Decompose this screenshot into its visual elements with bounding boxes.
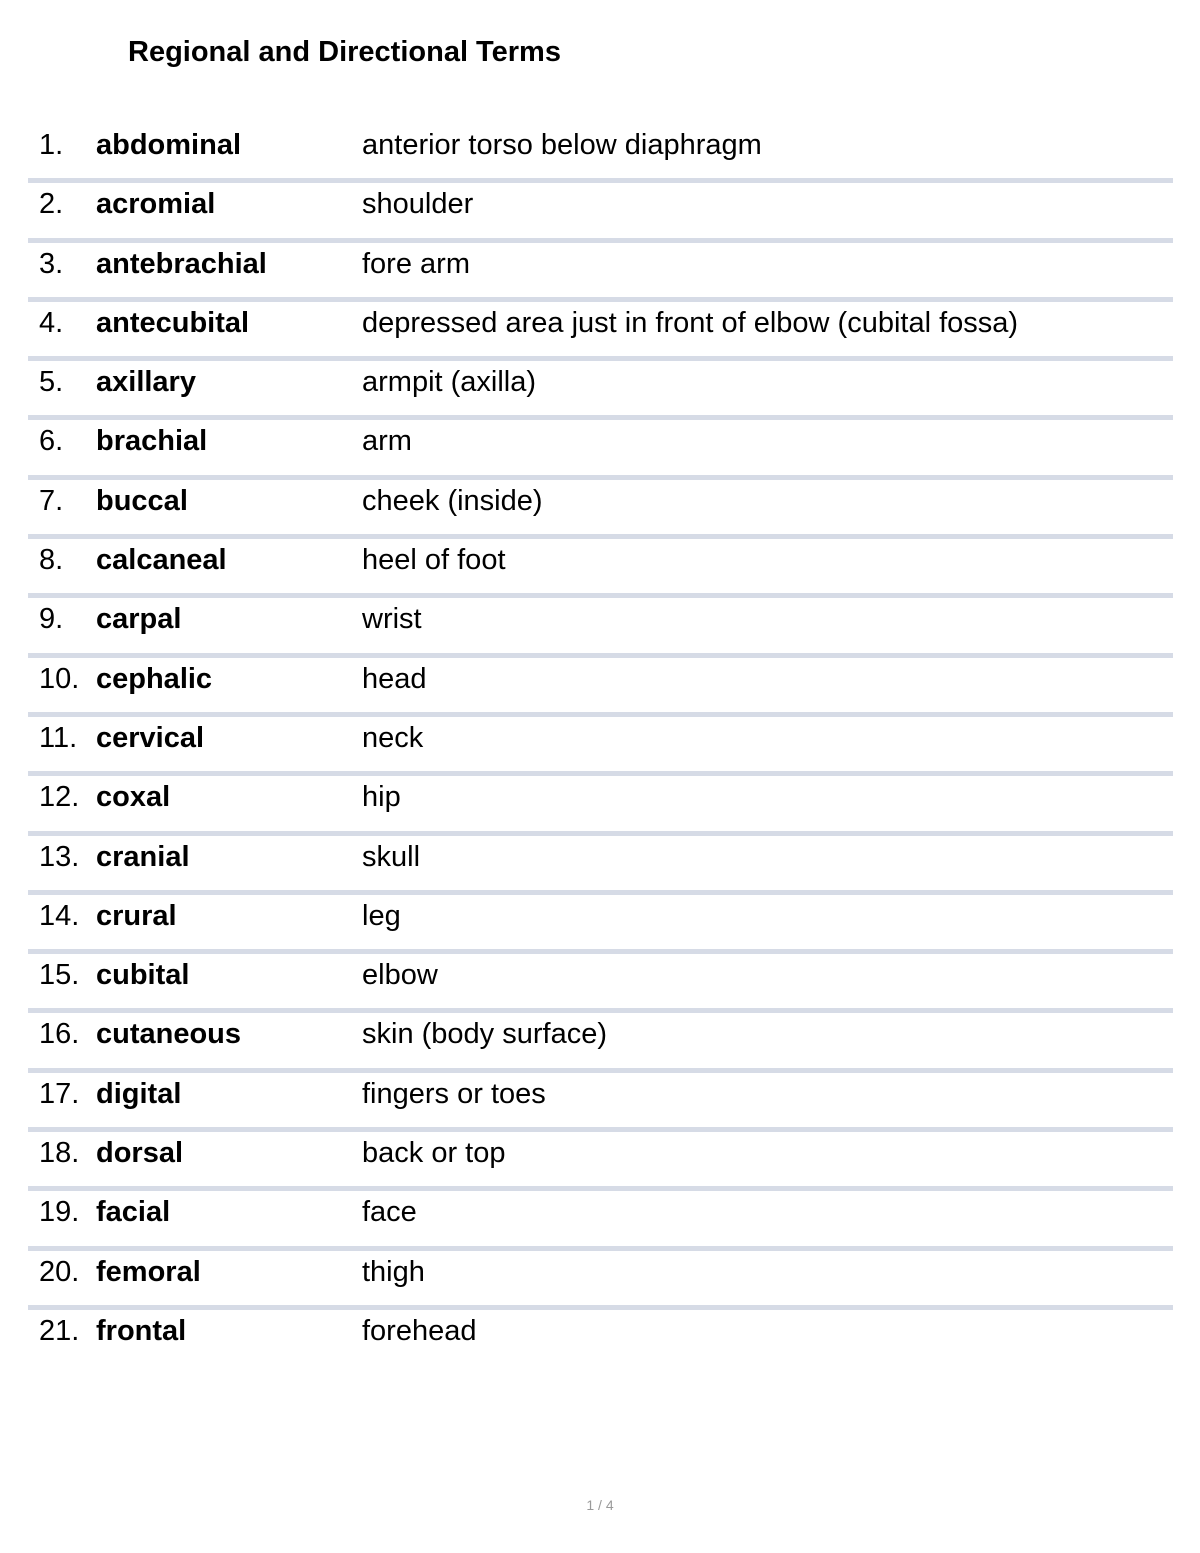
page-indicator: 1 / 4 <box>586 1497 614 1513</box>
term-definition: depressed area just in front of elbow (cubital fossa) <box>362 306 1019 339</box>
term-number: 2. <box>39 188 64 221</box>
term-definition: skin (body surface) <box>362 1018 607 1051</box>
term-word: cutaneous <box>96 1018 242 1051</box>
term-word: calcaneal <box>96 544 227 577</box>
term-word: digital <box>96 1077 182 1110</box>
term-definition: skull <box>362 840 421 873</box>
term-number: 9. <box>39 603 64 636</box>
term-number: 17. <box>39 1077 80 1110</box>
list-item <box>28 1068 1173 1127</box>
term-number: 10. <box>39 662 80 695</box>
term-word: coxal <box>96 781 171 814</box>
term-word: brachial <box>96 425 208 458</box>
term-word: cranial <box>96 840 190 873</box>
term-number: 18. <box>39 1137 80 1170</box>
list-item <box>28 771 1173 830</box>
term-definition: neck <box>362 721 424 754</box>
term-number: 15. <box>39 959 80 992</box>
list-item <box>28 1305 1173 1364</box>
term-number: 6. <box>39 425 64 458</box>
terms-list <box>28 119 1173 1364</box>
term-definition: back or top <box>362 1137 506 1170</box>
term-word: antecubital <box>96 306 250 339</box>
term-definition: armpit (axilla) <box>362 366 537 399</box>
list-item <box>28 475 1173 534</box>
term-word: buccal <box>96 484 188 517</box>
term-definition: forehead <box>362 1314 477 1347</box>
term-word: crural <box>96 899 177 932</box>
list-item <box>28 1246 1173 1305</box>
list-item <box>28 178 1173 237</box>
list-item <box>28 949 1173 1008</box>
term-definition: fingers or toes <box>362 1077 546 1110</box>
term-definition: leg <box>362 899 401 932</box>
term-definition: anterior torso below diaphragm <box>362 129 762 161</box>
term-word: antebrachial <box>96 247 267 280</box>
term-number: 5. <box>39 366 64 399</box>
term-number: 20. <box>39 1255 80 1288</box>
term-definition: cheek (inside) <box>362 484 543 517</box>
list-item <box>28 356 1173 415</box>
term-word: dorsal <box>96 1137 184 1170</box>
list-item <box>28 831 1173 890</box>
list-item <box>28 415 1173 474</box>
term-number: 13. <box>39 840 80 873</box>
list-item <box>28 1127 1173 1186</box>
list-item <box>28 1186 1173 1245</box>
term-definition: shoulder <box>362 188 474 221</box>
term-word: carpal <box>96 603 182 636</box>
term-number: 4. <box>39 306 64 339</box>
term-number: 3. <box>39 247 64 280</box>
term-word: femoral <box>96 1255 201 1288</box>
term-definition: wrist <box>362 603 422 636</box>
list-item <box>28 119 1173 178</box>
term-definition: head <box>362 662 427 695</box>
term-word: facial <box>96 1196 171 1229</box>
term-word: cervical <box>96 721 205 754</box>
term-number: 12. <box>39 781 80 814</box>
term-word: cephalic <box>96 662 213 695</box>
list-item <box>28 1008 1173 1067</box>
list-item <box>28 890 1173 949</box>
term-word: axillary <box>96 366 196 399</box>
term-number: 21. <box>39 1314 80 1347</box>
term-definition: thigh <box>362 1255 425 1288</box>
term-word: frontal <box>96 1314 187 1347</box>
term-definition: face <box>362 1196 417 1229</box>
term-definition: arm <box>362 425 412 458</box>
term-number: 16. <box>39 1018 80 1051</box>
list-item <box>28 238 1173 297</box>
list-item <box>28 712 1173 771</box>
term-word: acromial <box>96 188 216 221</box>
list-item <box>28 593 1173 652</box>
term-definition: fore arm <box>362 247 470 280</box>
term-number: 11. <box>39 721 78 754</box>
term-word: abdominal <box>96 129 242 161</box>
term-definition: hip <box>362 781 401 814</box>
term-number: 7. <box>39 484 64 517</box>
list-item <box>28 653 1173 712</box>
list-item <box>28 297 1173 356</box>
term-number: 19. <box>39 1196 80 1229</box>
term-number: 8. <box>39 544 64 577</box>
term-word: cubital <box>96 959 190 992</box>
term-number: 14. <box>39 899 80 932</box>
term-definition: elbow <box>362 959 438 992</box>
term-number: 1. <box>39 129 64 161</box>
list-item <box>28 534 1173 593</box>
term-definition: heel of foot <box>362 544 506 577</box>
page-title: Regional and Directional Terms <box>128 36 561 68</box>
